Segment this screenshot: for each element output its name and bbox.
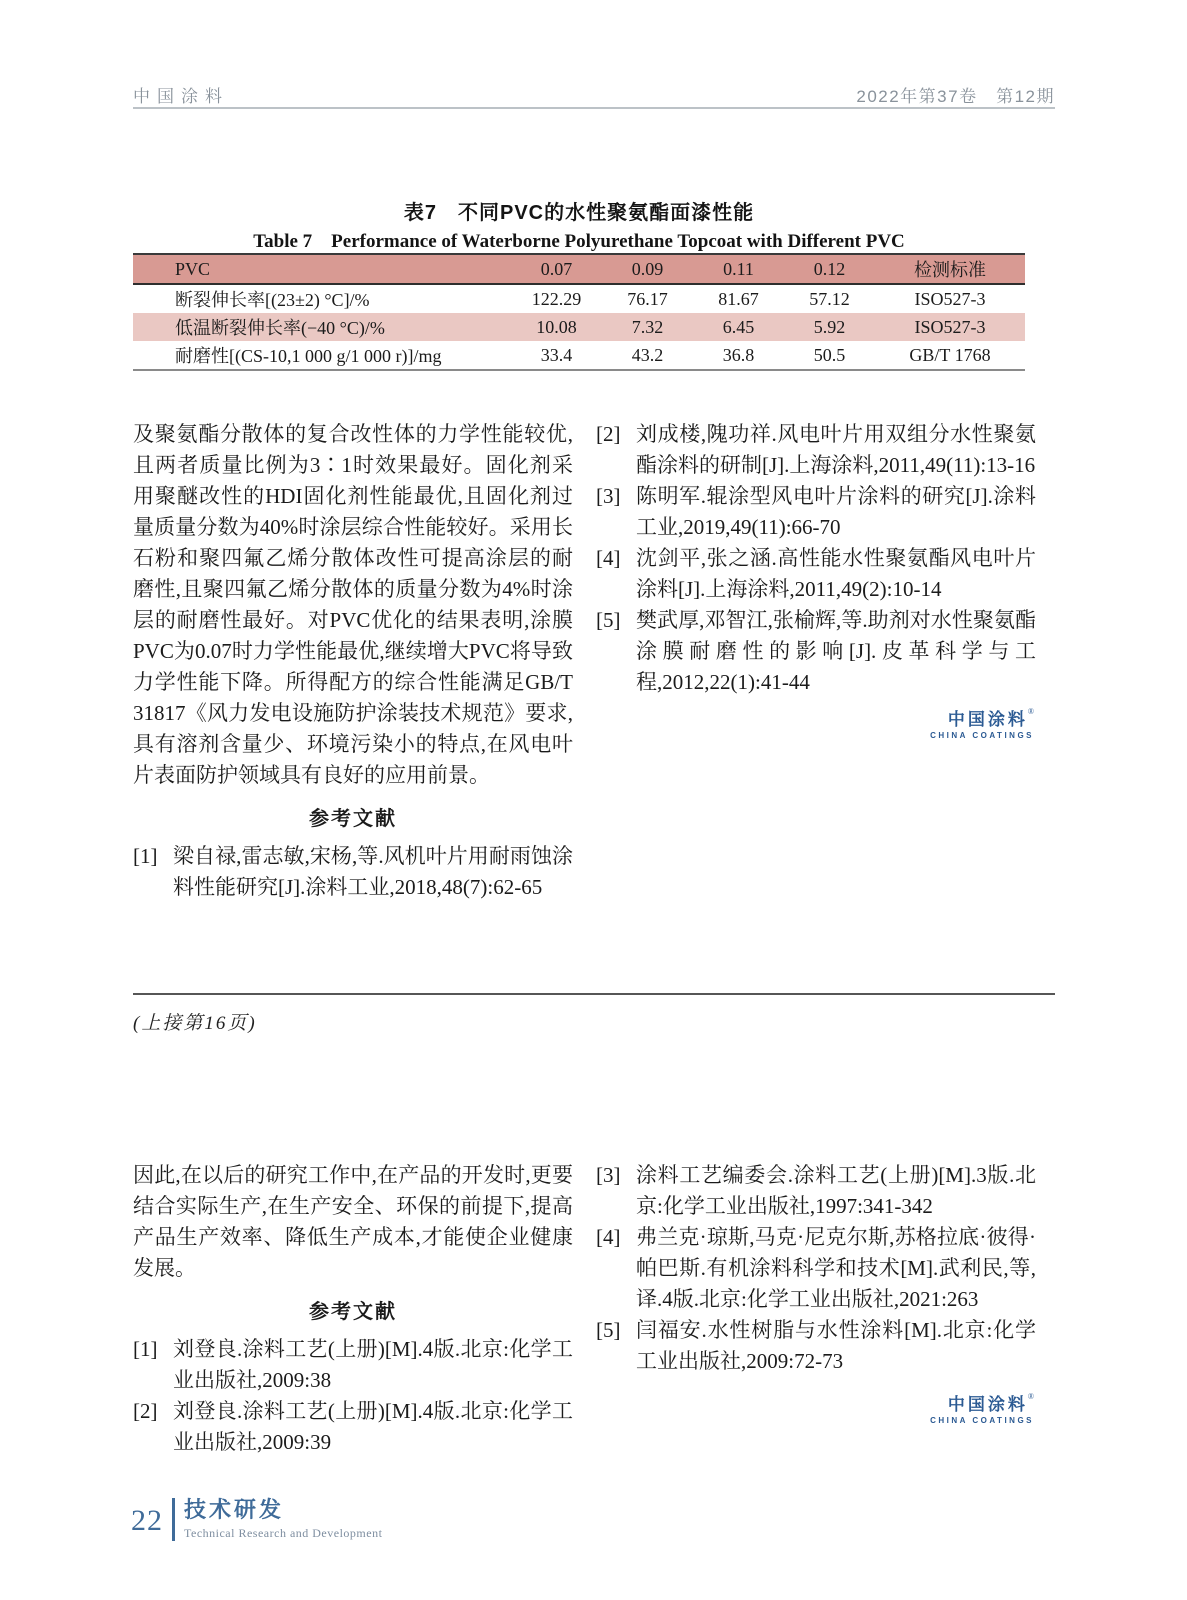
ref-text: 涂料工艺编委会.涂料工艺(上册)[M].3版.北京:化学工业出版社,1997:341-342 — [636, 1163, 1036, 1218]
ref-text: 刘成楼,隗功祥.风电叶片用双组分水性聚氨酯涂料的研制[J].上海涂料,2011,49(11):13-16 — [636, 422, 1036, 477]
table-title-en: Table 7 Performance of Waterborne Polyurethane Topcoat with Different PVC — [253, 231, 905, 252]
table-row — [133, 341, 1025, 370]
article1-left-column — [133, 419, 573, 903]
continuation-note: (上接第16页) — [133, 1013, 257, 1034]
article1-right-column — [596, 419, 1036, 740]
cell: 7.32 — [602, 313, 693, 341]
col-header: 0.09 — [602, 254, 693, 284]
article2-left-column — [133, 1160, 573, 1458]
ref-marker: [4] — [596, 1225, 621, 1249]
cell: 122.29 — [531, 288, 582, 309]
footer-section-en: Technical Research and Development — [184, 1526, 383, 1541]
reference-item — [596, 481, 1036, 543]
reference-item — [596, 1222, 1036, 1315]
cell: 81.67 — [718, 288, 759, 309]
cell: ISO527-3 — [875, 313, 1025, 341]
table-title-zh: 表7 不同PVC的水性聚氨酯面漆性能 — [403, 202, 755, 224]
col-header: 0.07 — [511, 254, 602, 284]
cell: 6.45 — [693, 313, 784, 341]
col-header: PVC — [133, 254, 511, 284]
references-heading: 参考文献 — [309, 808, 397, 830]
ref-marker: [1] — [133, 1337, 158, 1361]
reference-item — [596, 605, 1036, 698]
col-header: 0.12 — [784, 254, 875, 284]
logo-name: 中国涂料 — [947, 710, 1028, 729]
page-number: 22 — [131, 1504, 163, 1538]
col-header: 0.11 — [693, 254, 784, 284]
reference-item — [596, 543, 1036, 605]
ref-marker: [3] — [596, 1163, 621, 1187]
cell: 43.2 — [631, 344, 664, 365]
performance-table — [133, 253, 1025, 371]
ref-text: 刘登良.涂料工艺(上册)[M].4版.北京:化学工业出版社,2009:38 — [173, 1337, 573, 1392]
page-footer — [131, 1496, 382, 1541]
ref-marker: [2] — [596, 422, 621, 446]
row-label: 耐磨性[(CS-10,1 000 g/1 000 r)]/mg — [175, 346, 442, 366]
ref-marker: [3] — [596, 484, 621, 508]
logo-subtitle: CHINA COATINGS — [930, 1416, 1034, 1425]
ref-marker: [2] — [133, 1399, 158, 1423]
china-coatings-logo — [596, 1393, 1036, 1425]
cell: 76.17 — [627, 288, 668, 309]
reference-item — [596, 419, 1036, 481]
china-coatings-logo — [596, 708, 1036, 740]
cell: 57.12 — [809, 288, 850, 309]
cell: GB/T 1768 — [909, 344, 991, 365]
table-row — [133, 284, 1025, 313]
ref-text: 刘登良.涂料工艺(上册)[M].4版.北京:化学工业出版社,2009:39 — [173, 1399, 573, 1454]
table-header-row — [133, 254, 1025, 284]
cell: 50.5 — [813, 344, 846, 365]
reference-item — [133, 1396, 573, 1458]
ref-marker: [5] — [596, 1318, 621, 1342]
cell: 33.4 — [540, 344, 573, 365]
row-label: 低温断裂伸长率(−40 °C)/% — [133, 313, 511, 341]
footer-section-zh: 技术研发 — [184, 1497, 285, 1522]
row-label: 断裂伸长率[(23±2) °C]/% — [175, 290, 370, 310]
col-header: 检测标准 — [875, 254, 1025, 284]
ref-text: 弗兰克·琼斯,马克·尼克尔斯,苏格拉底·彼得·帕巴斯.有机涂料科学和技术[M].武利民,等,译.4版.北京:化学工业出版社,2021:263 — [636, 1225, 1036, 1311]
issue-info: 2022年第37卷 第12期 — [856, 87, 1055, 106]
references-heading: 参考文献 — [309, 1301, 397, 1323]
cell: 10.08 — [511, 313, 602, 341]
ref-text: 梁自禄,雷志敏,宋杨,等.风机叶片用耐雨蚀涂料性能研究[J].涂料工业,2018,48(7):62-65 — [173, 844, 573, 899]
article2-body: 因此,在以后的研究工作中,在产品的开发时,更要结合实际生产,在生产安全、环保的前提下,提高产品生产效率、降低生产成本,才能使企业健康发展。 — [133, 1163, 573, 1280]
cell: 36.8 — [722, 344, 755, 365]
section-divider — [133, 993, 1055, 995]
ref-text: 沈剑平,张之涵.高性能水性聚氨酯风电叶片涂料[J].上海涂料,2011,49(2):10-14 — [636, 546, 1036, 601]
cell: 5.92 — [784, 313, 875, 341]
ref-text: 闫福安.水性树脂与水性涂料[M].北京:化学工业出版社,2009:72-73 — [636, 1318, 1036, 1373]
cell: ISO527-3 — [914, 288, 986, 309]
logo-registered-mark: ® — [1027, 1392, 1034, 1401]
article2-right-column — [596, 1160, 1036, 1425]
header-rule — [133, 107, 1055, 109]
ref-marker: [1] — [133, 844, 158, 868]
logo-registered-mark: ® — [1027, 707, 1034, 716]
logo-subtitle: CHINA COATINGS — [930, 731, 1034, 740]
footer-divider — [172, 1498, 175, 1541]
logo-name: 中国涂料 — [947, 1395, 1028, 1414]
journal-name: 中国涂料 — [133, 87, 229, 106]
page-header — [133, 82, 1055, 107]
reference-item — [596, 1315, 1036, 1377]
ref-marker: [4] — [596, 546, 621, 570]
footer-section — [184, 1496, 382, 1541]
reference-item — [133, 1334, 573, 1396]
ref-text: 樊武厚,邓智江,张榆辉,等.助剂对水性聚氨酯涂膜耐磨性的影响[J].皮革科学与工程,2012,22(1):41-44 — [636, 608, 1036, 694]
ref-marker: [5] — [596, 608, 621, 632]
article1-body: 及聚氨酯分散体的复合改性体的力学性能较优,且两者质量比例为3∶1时效果最好。固化剂采用聚醚改性的HDI固化剂性能最优,且固化剂过量质量分数为40%时涂层综合性能较好。采用长石粉和聚四氟乙烯分散体改性可提高涂层的耐磨性,且聚四氟乙烯分散体的质量分数为4%时涂层的耐磨性最好。对PVC优化的结果表明,涂膜PVC为0.07时力学性能最优,继续增大PVC将导致力学性能下降。所得配方的综合性能满足GB/T 31817《风力发电设施防护涂装技术规范》要求,具有溶剂含量少、环境污染小的特点,在风电叶片表面防护领域具有良好的应用前景。 — [133, 422, 573, 787]
reference-item — [596, 1160, 1036, 1222]
table-row — [133, 313, 1025, 341]
ref-text: 陈明军.辊涂型风电叶片涂料的研究[J].涂料工业,2019,49(11):66-70 — [636, 484, 1036, 539]
reference-item — [133, 841, 573, 903]
